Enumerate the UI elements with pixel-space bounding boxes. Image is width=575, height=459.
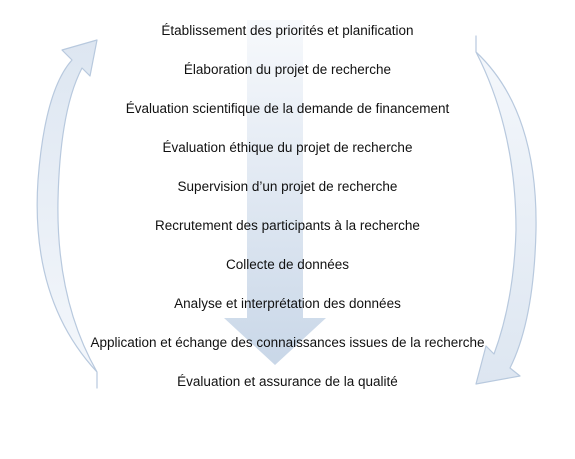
step-9: Application et échange des connaissances issues de la recherche xyxy=(90,335,485,350)
step-5: Supervision d’un projet de recherche xyxy=(177,179,398,194)
step-6: Recrutement des participants à la recherche xyxy=(155,218,420,233)
step-3: Évaluation scientifique de la demande de financement xyxy=(125,101,450,116)
step-2: Élaboration du projet de recherche xyxy=(183,62,392,77)
step-4: Évaluation éthique du projet de recherche xyxy=(162,140,413,155)
step-10: Évaluation et assurance de la qualité xyxy=(177,374,398,389)
step-1: Établissement des priorités et planification xyxy=(161,23,414,38)
step-8: Analyse et interprétation des données xyxy=(174,296,401,311)
step-7: Collecte de données xyxy=(225,257,350,272)
